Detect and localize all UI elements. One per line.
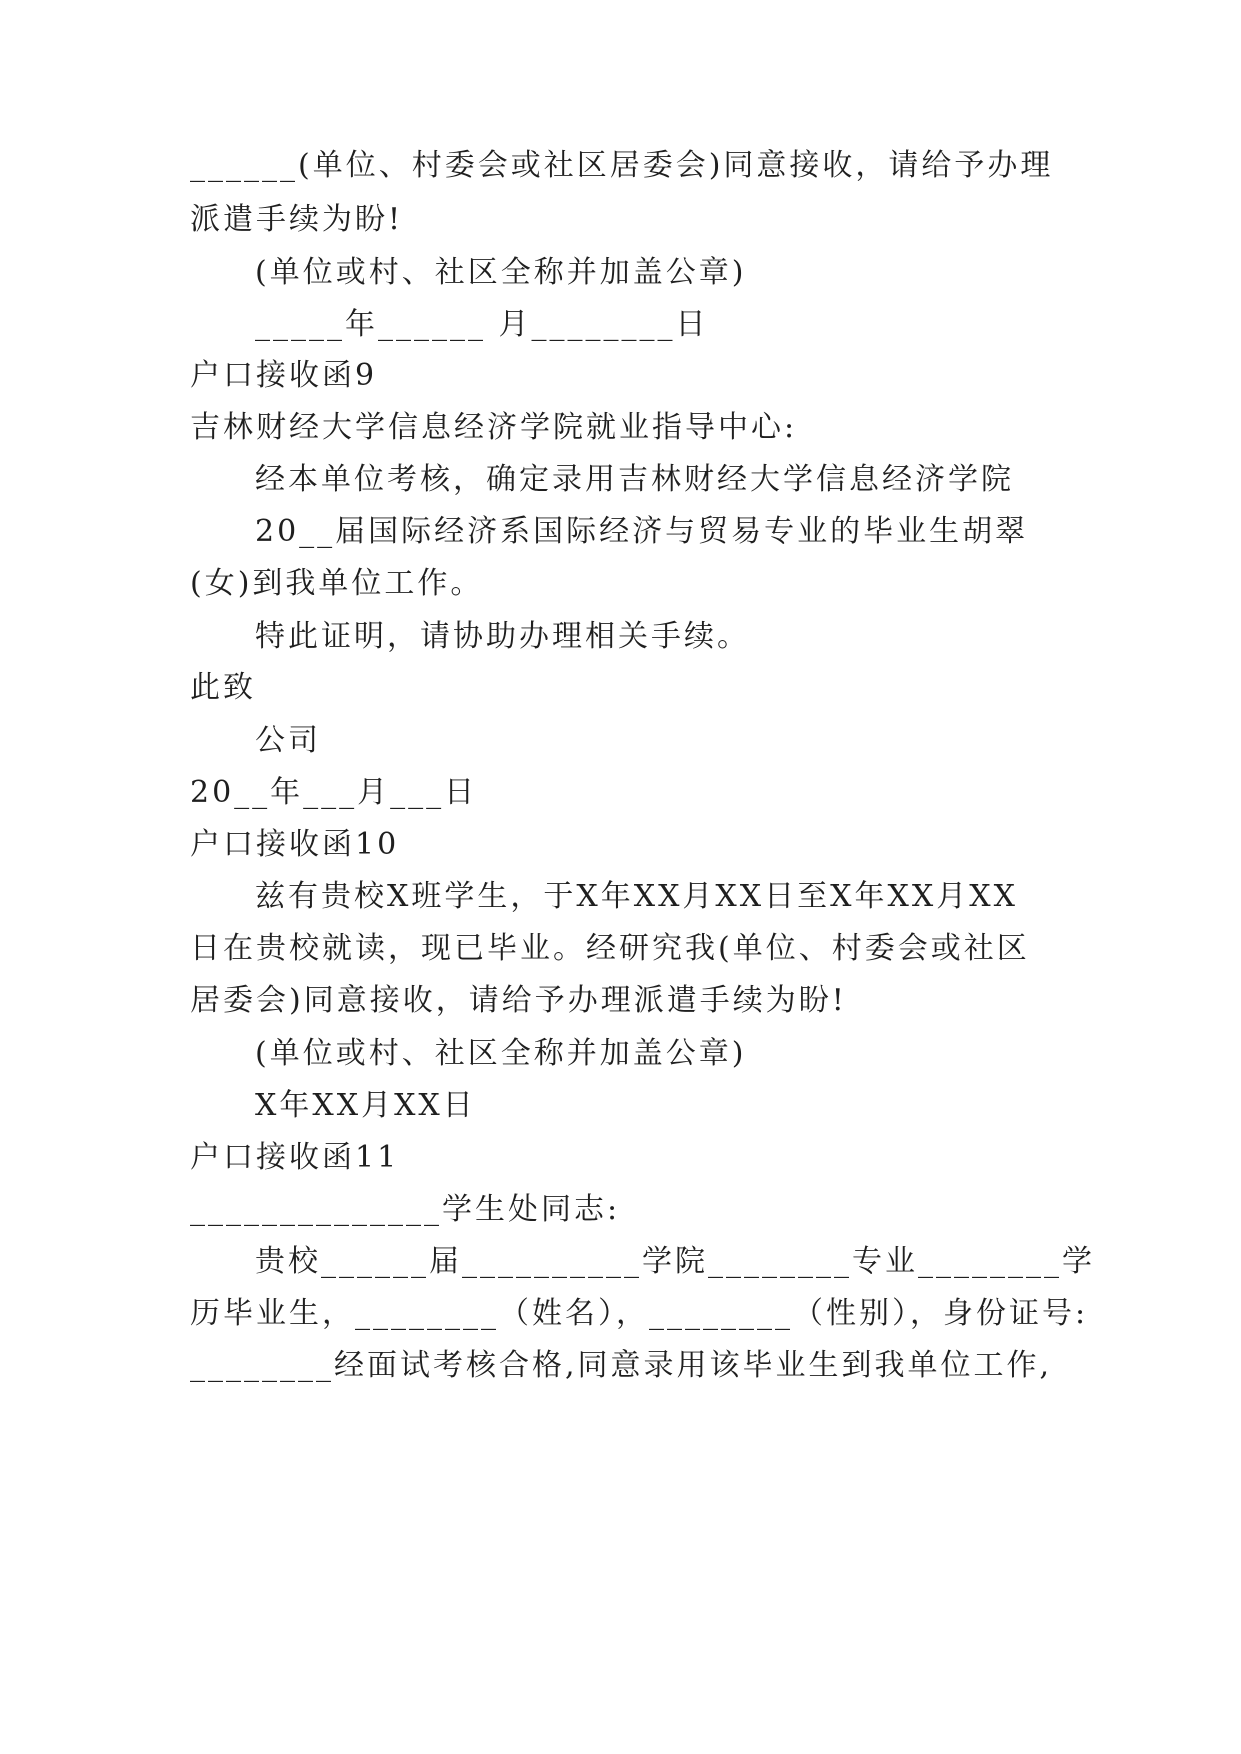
text-line: 居委会)同意接收，请给予办理派遣手续为盼! (190, 983, 847, 1018)
text-line: (单位或村、社区全称并加盖公章) (255, 1036, 747, 1071)
addressee-line: 吉林财经大学信息经济学院就业指导中心: (190, 410, 798, 445)
text-line: _____年______ 月________日 (255, 307, 709, 342)
text-line: 公司 (255, 723, 321, 758)
text-line: 日在贵校就读，现已毕业。经研究我(单位、村委会或社区 (190, 931, 1030, 966)
section-heading: 户口接收函9 (190, 358, 378, 393)
date-line: 20__年___月___日 (190, 775, 478, 810)
section-heading: 户口接收函11 (190, 1140, 400, 1175)
addressee-line: ______________学生处同志: (190, 1192, 621, 1227)
text-line: 特此证明，请协助办理相关手续。 (255, 619, 750, 654)
text-line: ________经面试考核合格,同意录用该毕业生到我单位工作, (190, 1348, 1053, 1383)
text-line: 派遣手续为盼! (190, 202, 404, 237)
text-line: 兹有贵校X班学生，于X年XX月XX日至X年XX月XX (255, 879, 1018, 914)
text-line: (单位或村、社区全称并加盖公章) (255, 255, 747, 290)
text-line: (女)到我单位工作。 (190, 566, 484, 601)
text-line: 经本单位考核，确定录用吉林财经大学信息经济学院 (255, 462, 1014, 497)
text-line: ______(单位、村委会或社区居委会)同意接收，请给予办理 (190, 148, 1054, 183)
section-heading: 户口接收函10 (190, 827, 400, 862)
text-line: 贵校______届__________学院________专业________学 (255, 1244, 1095, 1279)
text-line: 20__届国际经济系国际经济与贸易专业的毕业生胡翠 (255, 514, 1029, 549)
date-line: X年XX月XX日 (255, 1088, 476, 1123)
text-line: 历毕业生，________（姓名），________（性别），身份证号: (190, 1296, 1089, 1331)
text-line: 此致 (190, 670, 256, 705)
